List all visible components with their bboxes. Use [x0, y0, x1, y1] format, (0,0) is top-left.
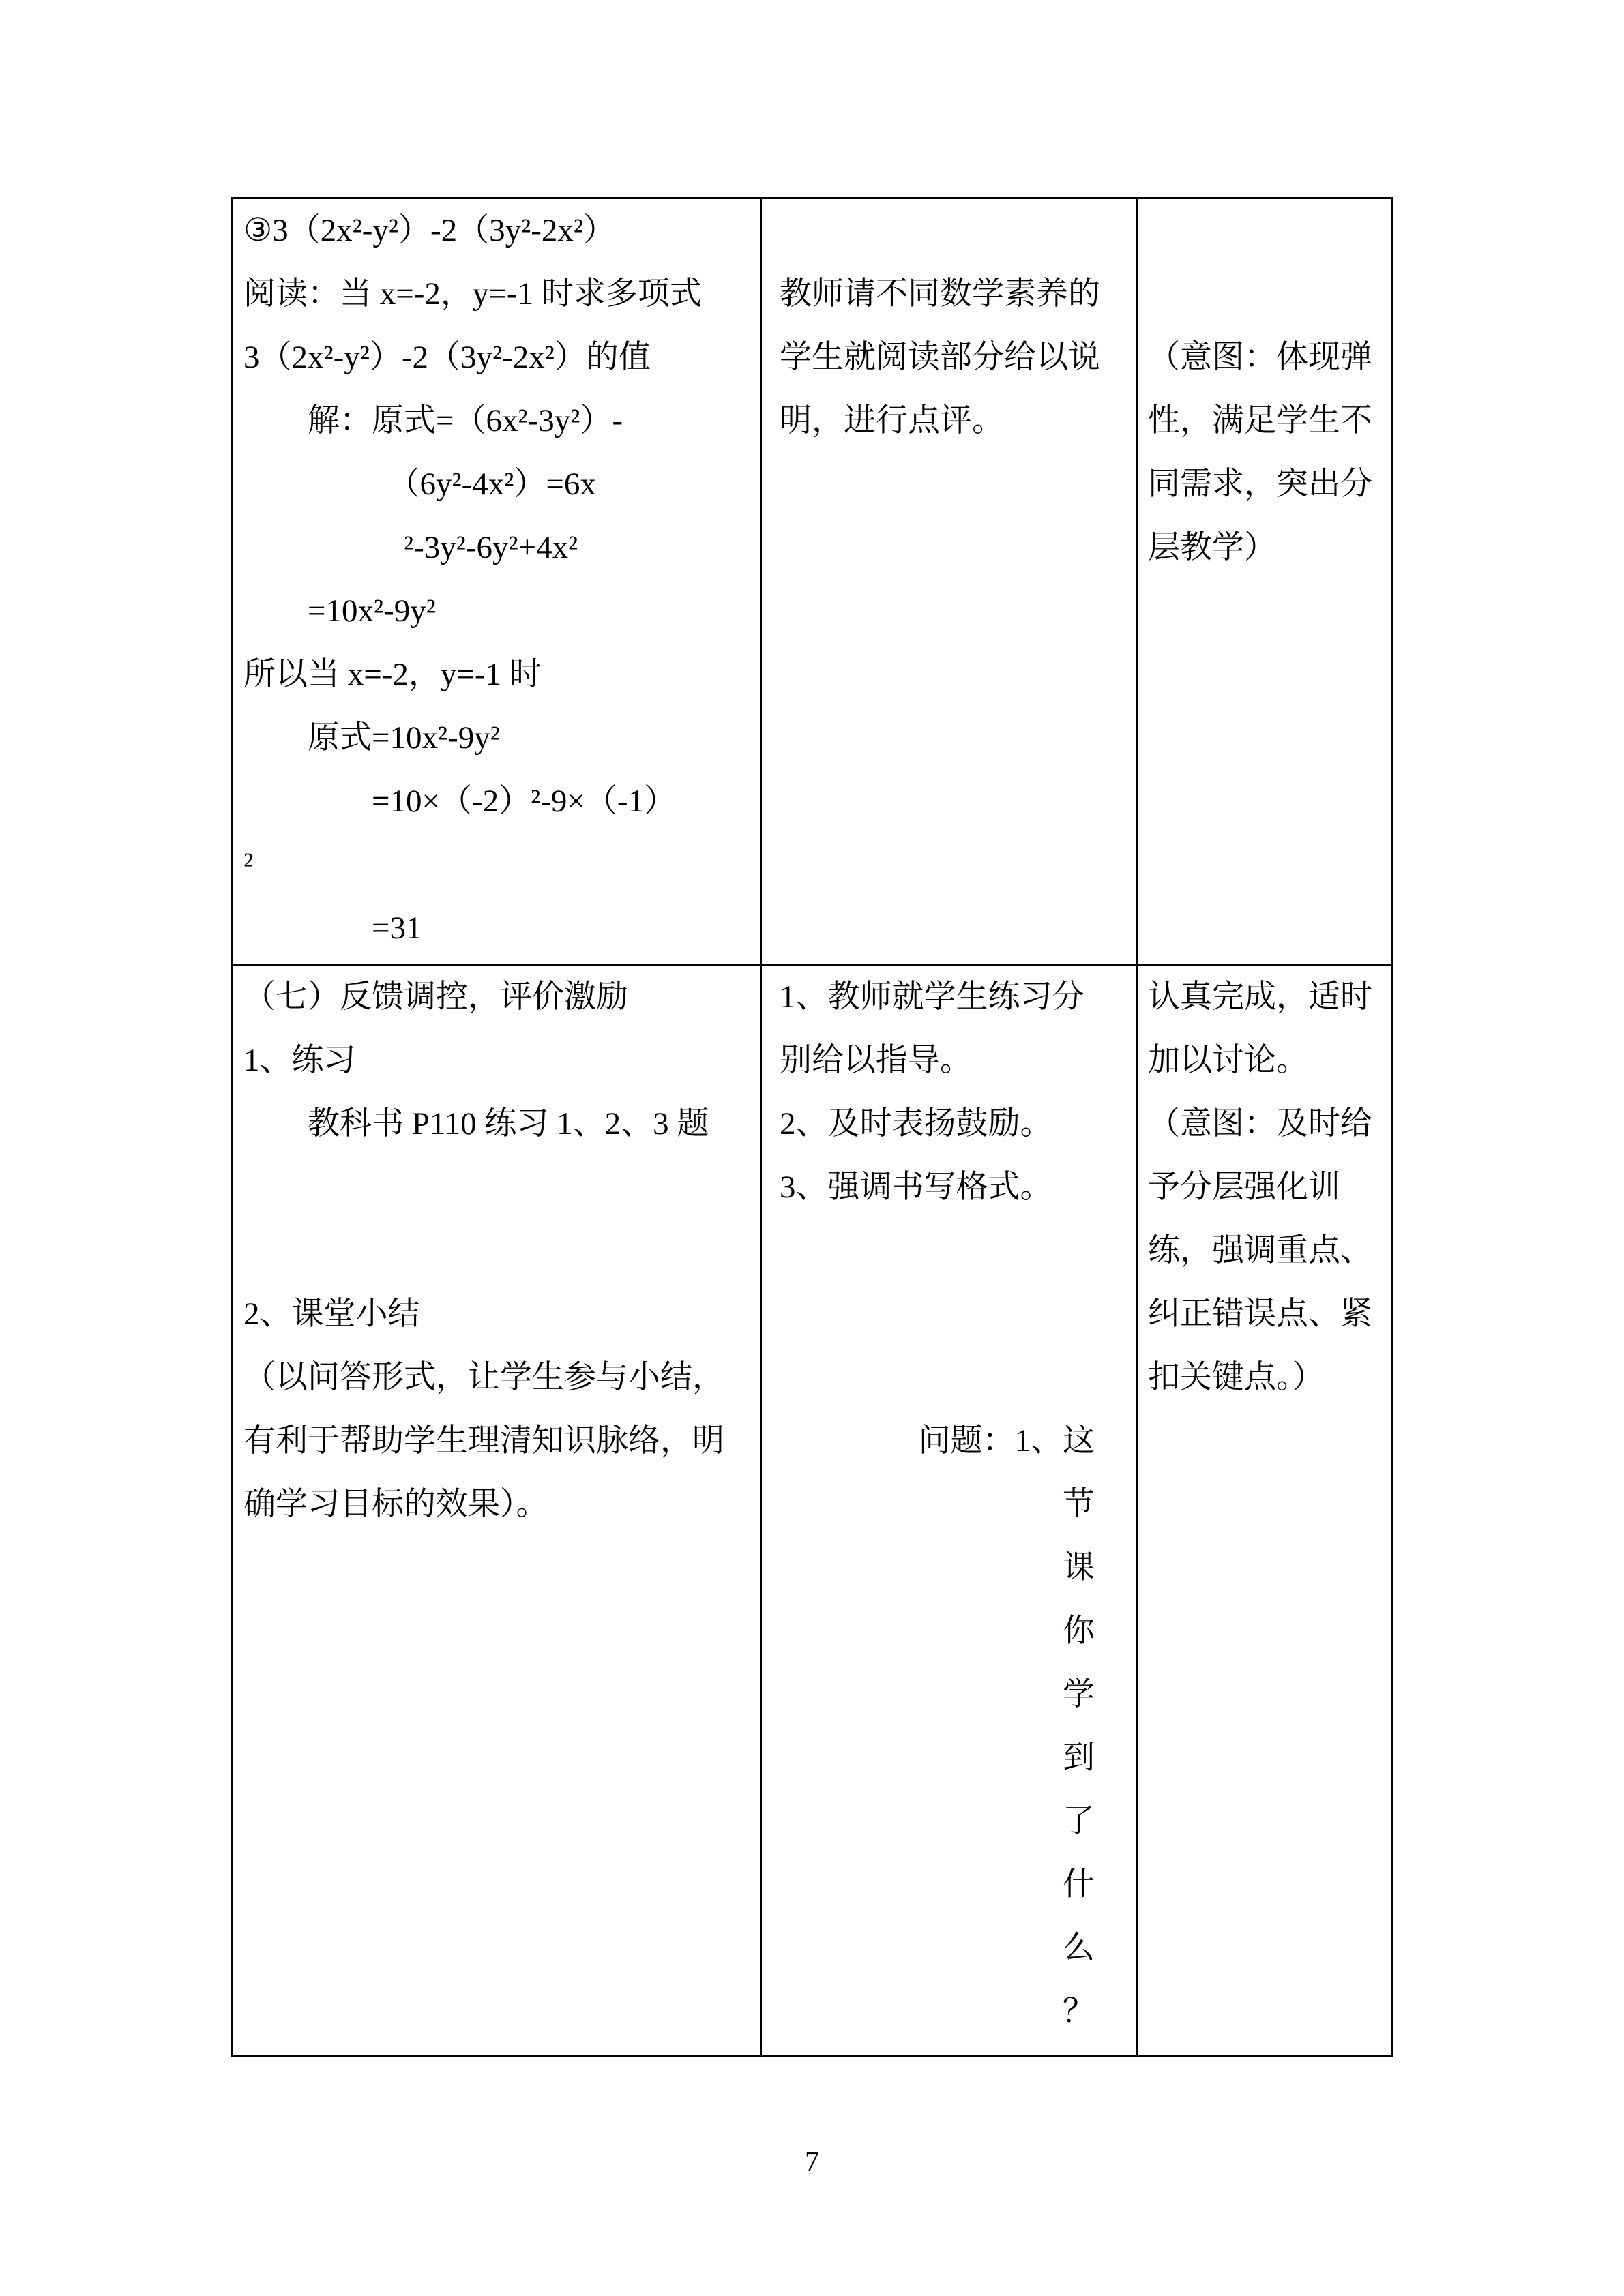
text-line: 练，强调重点、 [1148, 1233, 1372, 1268]
text-line: =10×（-2）²-9×（-1） [243, 784, 677, 819]
cell-teacher-activity-row1 [762, 199, 1138, 966]
text-line: 同需求，突出分 [1148, 466, 1372, 502]
cell-design-intent-row1 [1138, 199, 1391, 966]
text-line: 2、及时表扬鼓励。 [780, 1106, 1052, 1142]
text-line: 1、教师就学生练习分 [780, 979, 1084, 1015]
text-line: 性，满足学生不 [1148, 403, 1372, 438]
text-line: 加以讨论。 [1148, 1043, 1308, 1078]
text-line: 阅读：当 x=-2，y=-1 时求多项式 [243, 276, 702, 312]
text-line: 你 [1063, 1613, 1095, 1649]
text-line: 学生就阅读部分给以说 [780, 340, 1100, 375]
text-line: 予分层强化训 [1148, 1169, 1340, 1205]
text-line [780, 1283, 1129, 1346]
text-line: （6y²-4x²）=6x [243, 466, 596, 502]
text-line: 教科书 P110 练习 1、2、3 题 [243, 1106, 709, 1142]
text-line: 认真完成，适时 [1148, 979, 1372, 1015]
text-line: 1、练习 [243, 1043, 356, 1078]
text-line: ？ [1063, 1994, 1095, 2029]
text-line: 什 [1063, 1867, 1095, 1903]
page-number: 7 [805, 2147, 819, 2178]
text-line [243, 1219, 753, 1283]
text-line [243, 1156, 753, 1219]
text-line: 么 [1063, 1930, 1095, 1966]
text-line: （以问答形式，让学生参与小结， [243, 1360, 724, 1395]
text-line: 层教学） [1148, 530, 1276, 565]
text-line: 3、强调书写格式。 [780, 1169, 1052, 1205]
cell-teacher-activity-row2 [762, 966, 1138, 2055]
text-line: ² [243, 847, 254, 882]
text-line: 学 [1063, 1677, 1095, 1712]
text-line: 所以当 x=-2，y=-1 时 [243, 657, 542, 692]
text-line: 确学习目标的效果）。 [243, 1487, 548, 1522]
cell-teaching-content-row1 [233, 199, 762, 966]
text-line [780, 199, 1129, 263]
text-line: 课 [1063, 1550, 1095, 1585]
text-line: （意图：及时给 [1148, 1106, 1372, 1142]
text-line: 扣关键点。） [1148, 1360, 1325, 1395]
text-line: 纠正错误点、紧 [1148, 1296, 1372, 1332]
text-line: =31 [243, 910, 422, 946]
text-line [1148, 263, 1385, 326]
text-line: ²-3y²-6y²+4x² [243, 530, 578, 565]
cell-design-intent-row2 [1138, 966, 1391, 2055]
text-line: 别给以指导。 [780, 1043, 972, 1078]
lesson-plan-table [231, 197, 1393, 2057]
text-line: （七）反馈调控，评价激励 [243, 979, 628, 1015]
text-line: 问题：1、这 [918, 1423, 1095, 1459]
text-line: 3（2x²-y²）-2（3y²-2x²）的值 [243, 340, 651, 375]
text-line: 原式=10x²-9y² [243, 720, 500, 756]
text-line: （意图：体现弹 [1148, 340, 1372, 375]
text-line: =10x²-9y² [243, 593, 436, 629]
text-line: 明，进行点评。 [780, 403, 1004, 438]
text-line: 节 [1063, 1487, 1095, 1522]
text-line: ③3（2x²-y²）-2（3y²-2x²） [243, 213, 615, 248]
text-line [1148, 199, 1385, 263]
text-line: 到 [1063, 1740, 1095, 1776]
text-line: 了 [1063, 1804, 1095, 1839]
text-line: 2、课堂小结 [243, 1296, 420, 1332]
text-line: 解：原式=（6x²-3y²）- [243, 403, 623, 438]
text-line [780, 1346, 1129, 1410]
text-line [780, 1219, 1129, 1283]
text-line: 有利于帮助学生理清知识脉络，明 [243, 1423, 724, 1459]
cell-teaching-content-row2 [233, 966, 762, 2055]
text-line: 教师请不同数学素养的 [780, 276, 1100, 312]
